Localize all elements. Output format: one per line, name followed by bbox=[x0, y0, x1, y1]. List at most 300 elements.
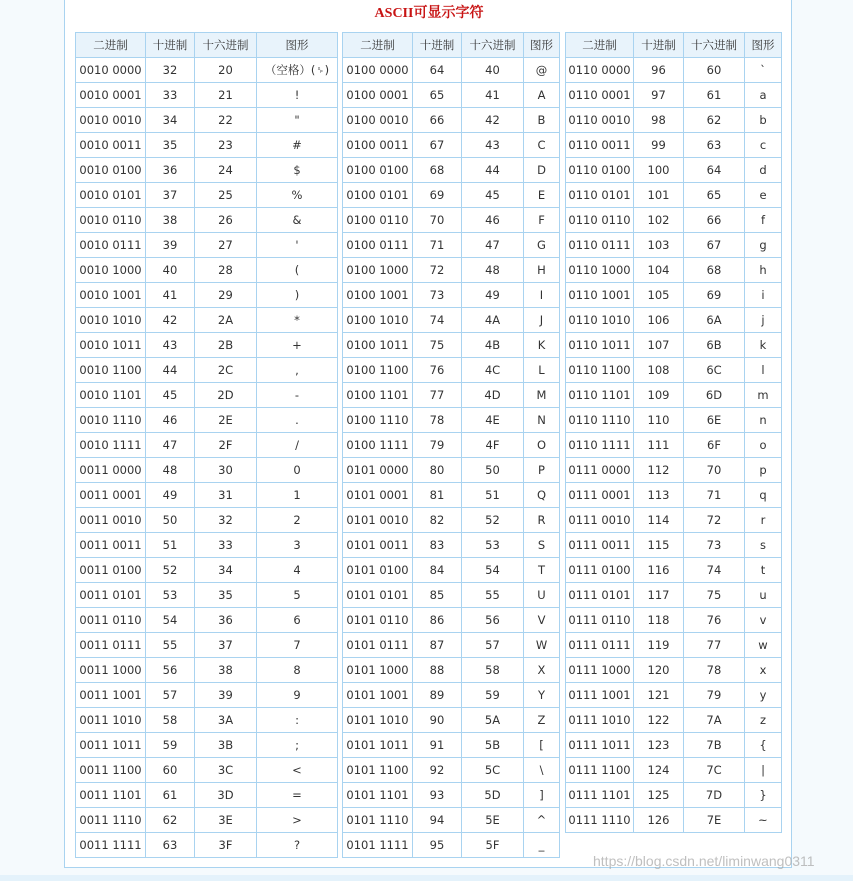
binary-cell: 0111 0111 bbox=[566, 633, 634, 658]
binary-cell: 0010 0011 bbox=[76, 133, 146, 158]
hex-cell: 5A bbox=[462, 708, 524, 733]
table-row bbox=[76, 183, 338, 208]
binary-cell: 0010 1100 bbox=[76, 358, 146, 383]
decimal-cell: 108 bbox=[634, 358, 684, 383]
hex-cell: 79 bbox=[684, 683, 745, 708]
hex-cell: 7A bbox=[684, 708, 745, 733]
glyph-cell: g bbox=[745, 233, 782, 258]
hex-cell: 77 bbox=[684, 633, 745, 658]
binary-cell: 0100 1000 bbox=[343, 258, 413, 283]
table-row bbox=[76, 683, 338, 708]
hex-cell: 37 bbox=[195, 633, 257, 658]
decimal-cell: 122 bbox=[634, 708, 684, 733]
binary-cell: 0010 0111 bbox=[76, 233, 146, 258]
decimal-cell: 45 bbox=[146, 383, 195, 408]
glyph-cell: ( bbox=[257, 258, 338, 283]
glyph-cell: c bbox=[745, 133, 782, 158]
binary-cell: 0110 1110 bbox=[566, 408, 634, 433]
table-row bbox=[343, 608, 560, 633]
glyph-cell: m bbox=[745, 383, 782, 408]
hex-cell: 74 bbox=[684, 558, 745, 583]
binary-cell: 0100 0000 bbox=[343, 58, 413, 83]
hex-cell: 5F bbox=[462, 833, 524, 858]
binary-cell: 0101 1001 bbox=[343, 683, 413, 708]
decimal-cell: 67 bbox=[413, 133, 462, 158]
table-row bbox=[343, 658, 560, 683]
table-row bbox=[566, 208, 782, 233]
glyph-cell: . bbox=[257, 408, 338, 433]
table-row bbox=[343, 58, 560, 83]
hex-cell: 2F bbox=[195, 433, 257, 458]
binary-cell: 0100 0011 bbox=[343, 133, 413, 158]
glyph-cell: a bbox=[745, 83, 782, 108]
table-row bbox=[343, 708, 560, 733]
decimal-cell: 34 bbox=[146, 108, 195, 133]
glyph-cell: _ bbox=[524, 833, 560, 858]
glyph-cell: Z bbox=[524, 708, 560, 733]
table-row bbox=[76, 433, 338, 458]
binary-cell: 0010 0000 bbox=[76, 58, 146, 83]
decimal-cell: 49 bbox=[146, 483, 195, 508]
decimal-cell: 98 bbox=[634, 108, 684, 133]
glyph-cell: ' bbox=[257, 233, 338, 258]
glyph-cell: z bbox=[745, 708, 782, 733]
hex-cell: 4F bbox=[462, 433, 524, 458]
binary-cell: 0011 1000 bbox=[76, 658, 146, 683]
binary-cell: 0100 1011 bbox=[343, 333, 413, 358]
decimal-cell: 75 bbox=[413, 333, 462, 358]
glyph-cell: B bbox=[524, 108, 560, 133]
binary-cell: 0011 0111 bbox=[76, 633, 146, 658]
binary-cell: 0110 0011 bbox=[566, 133, 634, 158]
binary-cell: 0111 0100 bbox=[566, 558, 634, 583]
hex-cell: 58 bbox=[462, 658, 524, 683]
binary-cell: 0110 0100 bbox=[566, 158, 634, 183]
decimal-cell: 77 bbox=[413, 383, 462, 408]
glyph-cell: F bbox=[524, 208, 560, 233]
decimal-cell: 126 bbox=[634, 808, 684, 833]
hex-cell: 46 bbox=[462, 208, 524, 233]
hex-cell: 27 bbox=[195, 233, 257, 258]
decimal-cell: 43 bbox=[146, 333, 195, 358]
hex-cell: 55 bbox=[462, 583, 524, 608]
table-row bbox=[566, 383, 782, 408]
table-row bbox=[566, 608, 782, 633]
hex-cell: 41 bbox=[462, 83, 524, 108]
decimal-cell: 107 bbox=[634, 333, 684, 358]
glyph-cell: j bbox=[745, 308, 782, 333]
hex-cell: 78 bbox=[684, 658, 745, 683]
binary-cell: 0100 1111 bbox=[343, 433, 413, 458]
csdn-watermark: https://blog.csdn.net/liminwang0311 bbox=[593, 853, 815, 869]
binary-cell: 0011 1011 bbox=[76, 733, 146, 758]
glyph-cell: h bbox=[745, 258, 782, 283]
table-row bbox=[76, 583, 338, 608]
decimal-cell: 81 bbox=[413, 483, 462, 508]
glyph-cell: O bbox=[524, 433, 560, 458]
glyph-cell: G bbox=[524, 233, 560, 258]
binary-cell: 0010 1011 bbox=[76, 333, 146, 358]
table-row bbox=[76, 83, 338, 108]
table-row bbox=[343, 308, 560, 333]
hex-cell: 3C bbox=[195, 758, 257, 783]
hex-cell: 39 bbox=[195, 683, 257, 708]
table-row bbox=[343, 133, 560, 158]
hex-cell: 71 bbox=[684, 483, 745, 508]
decimal-cell: 66 bbox=[413, 108, 462, 133]
table-row bbox=[343, 408, 560, 433]
table-row bbox=[566, 783, 782, 808]
decimal-cell: 110 bbox=[634, 408, 684, 433]
table-row bbox=[76, 408, 338, 433]
table-row bbox=[76, 133, 338, 158]
binary-cell: 0111 1101 bbox=[566, 783, 634, 808]
glyph-cell: 5 bbox=[257, 583, 338, 608]
decimal-cell: 44 bbox=[146, 358, 195, 383]
decimal-cell: 38 bbox=[146, 208, 195, 233]
table-row bbox=[76, 508, 338, 533]
decimal-cell: 100 bbox=[634, 158, 684, 183]
decimal-cell: 93 bbox=[413, 783, 462, 808]
table-row bbox=[76, 208, 338, 233]
glyph-cell: t bbox=[745, 558, 782, 583]
hex-cell: 6F bbox=[684, 433, 745, 458]
decimal-cell: 118 bbox=[634, 608, 684, 633]
glyph-cell: X bbox=[524, 658, 560, 683]
table-row bbox=[566, 358, 782, 383]
header-binary: 二进制 bbox=[566, 33, 634, 58]
table-row bbox=[343, 633, 560, 658]
table-row bbox=[343, 358, 560, 383]
hex-cell: 6E bbox=[684, 408, 745, 433]
table-row bbox=[566, 658, 782, 683]
decimal-cell: 80 bbox=[413, 458, 462, 483]
hex-cell: 53 bbox=[462, 533, 524, 558]
decimal-cell: 58 bbox=[146, 708, 195, 733]
binary-cell: 0110 1011 bbox=[566, 333, 634, 358]
hex-cell: 59 bbox=[462, 683, 524, 708]
table-row bbox=[76, 158, 338, 183]
decimal-cell: 90 bbox=[413, 708, 462, 733]
glyph-cell: } bbox=[745, 783, 782, 808]
table-row bbox=[76, 233, 338, 258]
hex-cell: 66 bbox=[684, 208, 745, 233]
table-row bbox=[566, 183, 782, 208]
binary-cell: 0011 1001 bbox=[76, 683, 146, 708]
decimal-cell: 61 bbox=[146, 783, 195, 808]
table-row bbox=[566, 233, 782, 258]
hex-cell: 67 bbox=[684, 233, 745, 258]
decimal-cell: 68 bbox=[413, 158, 462, 183]
binary-cell: 0101 0101 bbox=[343, 583, 413, 608]
table-row bbox=[76, 383, 338, 408]
hex-cell: 5E bbox=[462, 808, 524, 833]
decimal-cell: 71 bbox=[413, 233, 462, 258]
binary-cell: 0111 0010 bbox=[566, 508, 634, 533]
binary-cell: 0111 1001 bbox=[566, 683, 634, 708]
binary-cell: 0111 0110 bbox=[566, 608, 634, 633]
decimal-cell: 85 bbox=[413, 583, 462, 608]
hex-cell: 44 bbox=[462, 158, 524, 183]
hex-cell: 6C bbox=[684, 358, 745, 383]
glyph-cell: # bbox=[257, 133, 338, 158]
header-decimal: 十进制 bbox=[634, 33, 684, 58]
glyph-cell: ~ bbox=[745, 808, 782, 833]
ascii-table-3 bbox=[565, 32, 782, 833]
hex-cell: 57 bbox=[462, 633, 524, 658]
glyph-cell: W bbox=[524, 633, 560, 658]
hex-cell: 45 bbox=[462, 183, 524, 208]
binary-cell: 0010 1000 bbox=[76, 258, 146, 283]
glyph-cell: 8 bbox=[257, 658, 338, 683]
binary-cell: 0101 0000 bbox=[343, 458, 413, 483]
glyph-cell: N bbox=[524, 408, 560, 433]
hex-cell: 60 bbox=[684, 58, 745, 83]
glyph-cell: ` bbox=[745, 58, 782, 83]
bottom-strip bbox=[0, 875, 853, 881]
binary-cell: 0010 0100 bbox=[76, 158, 146, 183]
binary-cell: 0011 1100 bbox=[76, 758, 146, 783]
decimal-cell: 36 bbox=[146, 158, 195, 183]
hex-cell: 25 bbox=[195, 183, 257, 208]
glyph-cell: u bbox=[745, 583, 782, 608]
table-row bbox=[343, 258, 560, 283]
decimal-cell: 42 bbox=[146, 308, 195, 333]
table-row bbox=[343, 158, 560, 183]
binary-cell: 0110 0101 bbox=[566, 183, 634, 208]
hex-cell: 75 bbox=[684, 583, 745, 608]
decimal-cell: 95 bbox=[413, 833, 462, 858]
decimal-cell: 70 bbox=[413, 208, 462, 233]
decimal-cell: 50 bbox=[146, 508, 195, 533]
binary-cell: 0111 1110 bbox=[566, 808, 634, 833]
hex-cell: 2D bbox=[195, 383, 257, 408]
table-row bbox=[343, 108, 560, 133]
table-row bbox=[76, 733, 338, 758]
decimal-cell: 32 bbox=[146, 58, 195, 83]
glyph-cell: @ bbox=[524, 58, 560, 83]
glyph-cell: Y bbox=[524, 683, 560, 708]
table-row bbox=[343, 833, 560, 858]
glyph-cell: > bbox=[257, 808, 338, 833]
glyph-cell: Q bbox=[524, 483, 560, 508]
decimal-cell: 69 bbox=[413, 183, 462, 208]
hex-cell: 2E bbox=[195, 408, 257, 433]
binary-cell: 0010 0001 bbox=[76, 83, 146, 108]
glyph-cell: / bbox=[257, 433, 338, 458]
hex-cell: 48 bbox=[462, 258, 524, 283]
decimal-cell: 121 bbox=[634, 683, 684, 708]
binary-cell: 0111 1011 bbox=[566, 733, 634, 758]
decimal-cell: 35 bbox=[146, 133, 195, 158]
decimal-cell: 89 bbox=[413, 683, 462, 708]
table-row bbox=[343, 383, 560, 408]
hex-cell: 21 bbox=[195, 83, 257, 108]
glyph-cell: q bbox=[745, 483, 782, 508]
glyph-cell: + bbox=[257, 333, 338, 358]
glyph-cell: T bbox=[524, 558, 560, 583]
binary-cell: 0110 0111 bbox=[566, 233, 634, 258]
table-row bbox=[76, 758, 338, 783]
glyph-cell: i bbox=[745, 283, 782, 308]
glyph-cell: : bbox=[257, 708, 338, 733]
table-row bbox=[76, 283, 338, 308]
glyph-cell: K bbox=[524, 333, 560, 358]
decimal-cell: 105 bbox=[634, 283, 684, 308]
glyph-cell: o bbox=[745, 433, 782, 458]
decimal-cell: 103 bbox=[634, 233, 684, 258]
table-row bbox=[343, 508, 560, 533]
binary-cell: 0100 0111 bbox=[343, 233, 413, 258]
binary-cell: 0101 1010 bbox=[343, 708, 413, 733]
binary-cell: 0101 0011 bbox=[343, 533, 413, 558]
table-row bbox=[76, 558, 338, 583]
glyph-cell: p bbox=[745, 458, 782, 483]
table-row bbox=[343, 733, 560, 758]
decimal-cell: 117 bbox=[634, 583, 684, 608]
table-row bbox=[566, 333, 782, 358]
decimal-cell: 123 bbox=[634, 733, 684, 758]
hex-cell: 34 bbox=[195, 558, 257, 583]
decimal-cell: 124 bbox=[634, 758, 684, 783]
glyph-cell: - bbox=[257, 383, 338, 408]
hex-cell: 4E bbox=[462, 408, 524, 433]
binary-cell: 0101 1101 bbox=[343, 783, 413, 808]
hex-cell: 7B bbox=[684, 733, 745, 758]
binary-cell: 0101 1000 bbox=[343, 658, 413, 683]
table-row bbox=[76, 333, 338, 358]
table-row bbox=[566, 158, 782, 183]
hex-cell: 70 bbox=[684, 458, 745, 483]
table-row bbox=[566, 308, 782, 333]
decimal-cell: 101 bbox=[634, 183, 684, 208]
binary-cell: 0110 0000 bbox=[566, 58, 634, 83]
binary-cell: 0110 1000 bbox=[566, 258, 634, 283]
table-row bbox=[343, 458, 560, 483]
glyph-cell: （空格）(␠) bbox=[257, 58, 338, 83]
table-row bbox=[343, 783, 560, 808]
table-row bbox=[566, 808, 782, 833]
table-row bbox=[566, 83, 782, 108]
hex-cell: 7C bbox=[684, 758, 745, 783]
hex-cell: 72 bbox=[684, 508, 745, 533]
header-decimal: 十进制 bbox=[146, 33, 195, 58]
decimal-cell: 112 bbox=[634, 458, 684, 483]
hex-cell: 35 bbox=[195, 583, 257, 608]
binary-cell: 0100 1101 bbox=[343, 383, 413, 408]
decimal-cell: 113 bbox=[634, 483, 684, 508]
glyph-cell: L bbox=[524, 358, 560, 383]
table-row bbox=[76, 108, 338, 133]
decimal-cell: 83 bbox=[413, 533, 462, 558]
table-row bbox=[566, 558, 782, 583]
decimal-cell: 79 bbox=[413, 433, 462, 458]
hex-cell: 4D bbox=[462, 383, 524, 408]
decimal-cell: 92 bbox=[413, 758, 462, 783]
binary-cell: 0011 1010 bbox=[76, 708, 146, 733]
decimal-cell: 56 bbox=[146, 658, 195, 683]
glyph-cell: ; bbox=[257, 733, 338, 758]
binary-cell: 0011 0011 bbox=[76, 533, 146, 558]
glyph-cell: | bbox=[745, 758, 782, 783]
binary-cell: 0101 0001 bbox=[343, 483, 413, 508]
table-row bbox=[566, 433, 782, 458]
decimal-cell: 60 bbox=[146, 758, 195, 783]
table-row bbox=[566, 408, 782, 433]
hex-cell: 33 bbox=[195, 533, 257, 558]
decimal-cell: 39 bbox=[146, 233, 195, 258]
table-row bbox=[566, 283, 782, 308]
glyph-cell: v bbox=[745, 608, 782, 633]
glyph-cell: D bbox=[524, 158, 560, 183]
table-row bbox=[76, 633, 338, 658]
glyph-cell: k bbox=[745, 333, 782, 358]
decimal-cell: 62 bbox=[146, 808, 195, 833]
glyph-cell: 6 bbox=[257, 608, 338, 633]
glyph-cell: E bbox=[524, 183, 560, 208]
glyph-cell: J bbox=[524, 308, 560, 333]
glyph-cell: d bbox=[745, 158, 782, 183]
hex-cell: 2C bbox=[195, 358, 257, 383]
binary-cell: 0110 1101 bbox=[566, 383, 634, 408]
decimal-cell: 46 bbox=[146, 408, 195, 433]
hex-cell: 4B bbox=[462, 333, 524, 358]
table-row bbox=[76, 783, 338, 808]
header-hex: 十六进制 bbox=[462, 33, 524, 58]
glyph-cell: r bbox=[745, 508, 782, 533]
glyph-cell: 3 bbox=[257, 533, 338, 558]
binary-cell: 0111 0000 bbox=[566, 458, 634, 483]
table-row bbox=[343, 683, 560, 708]
binary-cell: 0100 1010 bbox=[343, 308, 413, 333]
binary-cell: 0011 0000 bbox=[76, 458, 146, 483]
table-row bbox=[76, 658, 338, 683]
glyph-cell: & bbox=[257, 208, 338, 233]
hex-cell: 43 bbox=[462, 133, 524, 158]
table-row bbox=[566, 708, 782, 733]
table-row bbox=[343, 83, 560, 108]
table-row bbox=[76, 833, 338, 858]
decimal-cell: 53 bbox=[146, 583, 195, 608]
glyph-cell: s bbox=[745, 533, 782, 558]
hex-cell: 5C bbox=[462, 758, 524, 783]
glyph-cell: * bbox=[257, 308, 338, 333]
glyph-cell: $ bbox=[257, 158, 338, 183]
hex-cell: 32 bbox=[195, 508, 257, 533]
header-decimal: 十进制 bbox=[413, 33, 462, 58]
hex-cell: 76 bbox=[684, 608, 745, 633]
decimal-cell: 125 bbox=[634, 783, 684, 808]
header-hex: 十六进制 bbox=[195, 33, 257, 58]
decimal-cell: 37 bbox=[146, 183, 195, 208]
decimal-cell: 106 bbox=[634, 308, 684, 333]
glyph-cell: ! bbox=[257, 83, 338, 108]
table-row bbox=[566, 733, 782, 758]
binary-cell: 0010 1111 bbox=[76, 433, 146, 458]
binary-cell: 0111 0101 bbox=[566, 583, 634, 608]
table-row bbox=[343, 558, 560, 583]
decimal-cell: 88 bbox=[413, 658, 462, 683]
hex-cell: 49 bbox=[462, 283, 524, 308]
hex-cell: 69 bbox=[684, 283, 745, 308]
table-row bbox=[343, 183, 560, 208]
decimal-cell: 87 bbox=[413, 633, 462, 658]
binary-cell: 0110 1001 bbox=[566, 283, 634, 308]
binary-cell: 0110 0110 bbox=[566, 208, 634, 233]
table-row bbox=[76, 808, 338, 833]
binary-cell: 0011 0101 bbox=[76, 583, 146, 608]
binary-cell: 0100 1001 bbox=[343, 283, 413, 308]
